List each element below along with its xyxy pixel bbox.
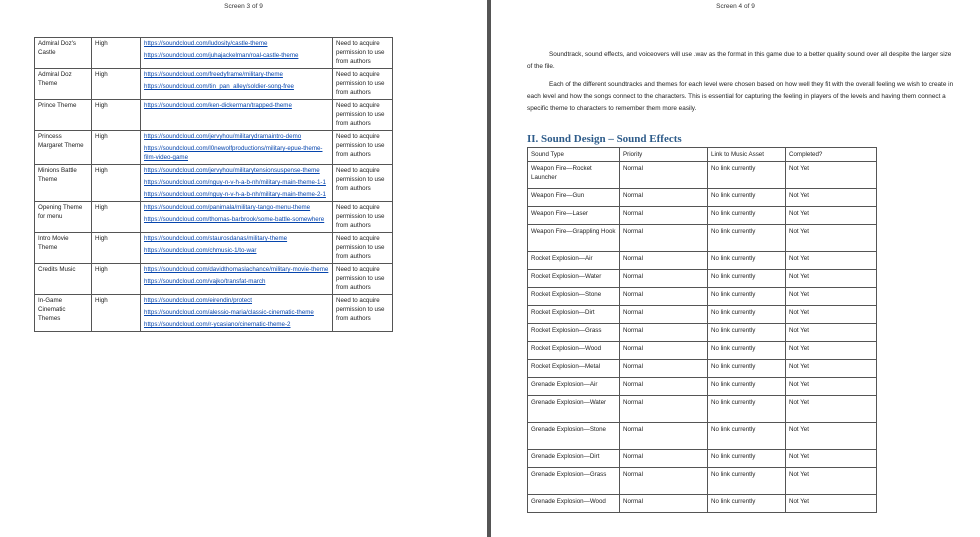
status-cell: Need to acquire permission to use from authors [333,69,393,100]
priority-cell: High [92,233,141,264]
link-cell: No link currently [708,468,786,495]
link-line [144,101,329,110]
sound-type-cell: Rocket Explosion—Grass [528,324,620,342]
soundcloud-link[interactable]: https://soundcloud.com/jervyhou/militarytensionsuspense-theme [144,167,320,174]
priority-cell: High [92,131,141,165]
header-sound-type: Sound Type [528,148,620,162]
links-cell [141,38,333,69]
completed-cell: Not Yet [786,288,877,306]
link-cell: No link currently [708,342,786,360]
screen-label: Screen 3 of 9 [224,3,263,10]
completed-cell: Not Yet [786,396,877,423]
table-row [528,288,877,306]
links-cell [141,202,333,233]
soundcloud-link[interactable]: https://soundcloud.com/davidthomaslachance/military-movie-theme [144,266,329,273]
table-row [528,306,877,324]
sound-type-cell: Rocket Explosion—Water [528,270,620,288]
link-line [144,144,329,162]
table-row [35,264,393,295]
table-row [528,495,877,513]
sound-type-cell: Rocket Explosion—Wood [528,342,620,360]
asset-name-cell: Princess Margaret Theme [35,131,92,165]
soundcloud-link[interactable]: https://soundcloud.com/r-ycasiano/cinematic-theme-2 [144,321,291,328]
completed-cell: Not Yet [786,270,877,288]
link-cell: No link currently [708,288,786,306]
soundcloud-link[interactable]: https://soundcloud.com/panimala/military-tango-menu-theme [144,204,311,211]
table-row [528,423,877,450]
screen-label: Screen 4 of 9 [716,3,755,10]
sound-type-cell: Weapon Fire—Grappling Hook [528,225,620,252]
priority-cell: Normal [620,306,708,324]
table-row [35,100,393,131]
priority-cell: Normal [620,288,708,306]
link-cell: No link currently [708,207,786,225]
link-cell: No link currently [708,396,786,423]
sound-type-cell: Grenade Explosion—Air [528,378,620,396]
link-line [144,234,329,243]
table-row [35,233,393,264]
links-cell [141,264,333,295]
completed-cell: Not Yet [786,324,877,342]
table-row [528,225,877,252]
completed-cell: Not Yet [786,423,877,450]
table-row [528,252,877,270]
status-cell: Need to acquire permission to use from authors [333,202,393,233]
completed-cell: Not Yet [786,252,877,270]
link-line [144,246,329,255]
header-completed: Completed? [786,148,877,162]
link-cell: No link currently [708,495,786,513]
completed-cell: Not Yet [786,306,877,324]
links-cell [141,131,333,165]
completed-cell: Not Yet [786,207,877,225]
table-row [35,165,393,202]
table-row [35,131,393,165]
sound-type-cell: Grenade Explosion—Water [528,396,620,423]
sound-type-cell: Rocket Explosion—Dirt [528,306,620,324]
completed-cell: Not Yet [786,162,877,189]
asset-name-cell: Opening Theme for menu [35,202,92,233]
completed-cell: Not Yet [786,189,877,207]
link-line [144,277,329,286]
priority-cell: High [92,202,141,233]
table-row [528,162,877,189]
priority-cell: High [92,69,141,100]
section-heading: II. Sound Design – Sound Effects [527,133,682,145]
link-cell: No link currently [708,360,786,378]
link-line [144,39,329,48]
paragraph [527,79,957,115]
sound-type-cell: Weapon Fire—Gun [528,189,620,207]
links-cell [141,295,333,332]
sound-effects-table [527,147,877,513]
soundcloud-link[interactable]: https://soundcloud.com/ludosity/castle-theme [144,40,268,47]
priority-cell: Normal [620,324,708,342]
soundcloud-link[interactable]: https://soundcloud.com/thomas-barbrook/some-battle-somewhere [144,216,325,223]
priority-cell: High [92,295,141,332]
header-link: Link to Music Asset [708,148,786,162]
status-cell: Need to acquire permission to use from authors [333,38,393,69]
priority-cell: Normal [620,342,708,360]
asset-name-cell: In-Game Cinematic Themes [35,295,92,332]
soundcloud-link[interactable]: https://soundcloud.com/l0newolfproductions/military-epue-theme-film-video-game [144,145,323,161]
completed-cell: Not Yet [786,495,877,513]
link-line [144,265,329,274]
priority-cell: Normal [620,423,708,450]
link-cell: No link currently [708,162,786,189]
link-line [144,203,329,212]
priority-cell: Normal [620,162,708,189]
asset-name-cell: Prince Theme [35,100,92,131]
soundcloud-link[interactable]: https://soundcloud.com/ken-dickerman/trapped-theme [144,102,292,109]
status-cell: Need to acquire permission to use from authors [333,233,393,264]
priority-cell: Normal [620,189,708,207]
paragraph [527,49,957,73]
asset-name-cell: Minions Battle Theme [35,165,92,202]
link-cell: No link currently [708,423,786,450]
soundcloud-link[interactable]: https://soundcloud.com/juhajackelman/roal-castle-theme [144,52,299,59]
priority-cell: High [92,264,141,295]
links-cell [141,69,333,100]
priority-cell: Normal [620,468,708,495]
sound-type-cell: Grenade Explosion—Stone [528,423,620,450]
soundcloud-link[interactable]: https://soundcloud.com/eirendin/protect [144,297,253,304]
link-cell: No link currently [708,270,786,288]
sound-type-cell: Rocket Explosion—Air [528,252,620,270]
priority-cell: High [92,100,141,131]
status-cell: Need to acquire permission to use from authors [333,165,393,202]
priority-cell: Normal [620,252,708,270]
links-cell [141,165,333,202]
completed-cell: Not Yet [786,468,877,495]
soundcloud-link[interactable]: https://soundcloud.com/tin_pan_alley/soldier-song-free [144,83,294,90]
sound-type-cell: Rocket Explosion—Metal [528,360,620,378]
links-cell [141,100,333,131]
link-line [144,166,329,175]
table-row [528,396,877,423]
completed-cell: Not Yet [786,225,877,252]
table-row [35,69,393,100]
link-line [144,82,329,91]
table-row [35,38,393,69]
soundcloud-link[interactable]: https://soundcloud.com/nguy-n-v-h-a-b-nh/military-main-theme-1-1 [144,179,326,186]
status-cell: Need to acquire permission to use from authors [333,100,393,131]
table-row [35,295,393,332]
link-line [144,308,329,317]
link-line [144,190,329,199]
music-assets-table [34,37,393,332]
table-header-row [528,148,877,162]
link-cell: No link currently [708,450,786,468]
page-screen-4 [491,0,980,537]
completed-cell: Not Yet [786,360,877,378]
link-line [144,320,329,329]
soundcloud-link[interactable]: https://soundcloud.com/alessio-maria/classic-cinematic-theme [144,309,314,316]
table-row [528,360,877,378]
link-cell: No link currently [708,225,786,252]
table-row [528,378,877,396]
priority-cell: Normal [620,495,708,513]
soundcloud-link[interactable]: https://soundcloud.com/nguy-n-v-h-a-b-nh/military-main-theme-2-1 [144,191,326,198]
status-cell: Need to acquire permission to use from authors [333,295,393,332]
priority-cell: High [92,165,141,202]
sound-type-cell: Rocket Explosion—Stone [528,288,620,306]
link-cell: No link currently [708,324,786,342]
link-cell: No link currently [708,306,786,324]
priority-cell: Normal [620,450,708,468]
header-priority: Priority [620,148,708,162]
paragraph-text: Soundtrack, sound effects, and voiceovers will use .wav as the format in this game due to a better quality sound over all despite the larger size of the file. [527,51,952,70]
link-cell: No link currently [708,252,786,270]
priority-cell: Normal [620,378,708,396]
paragraph-text: Each of the different soundtracks and themes for each level were chosen based on how well they fit with the overall feeling we wish to create in each level and how the songs connect to the characters. This is essential for capturing the feeling in players of the levels and having them connect a specific theme to characters to remember them more easily. [527,81,954,112]
sound-type-cell: Weapon Fire—Rocket Launcher [528,162,620,189]
sound-type-cell: Grenade Explosion—Dirt [528,450,620,468]
soundcloud-link[interactable]: https://soundcloud.com/freedyframe/military-theme [144,71,283,78]
status-cell: Need to acquire permission to use from authors [333,264,393,295]
soundcloud-link[interactable]: https://soundcloud.com/staurosdanas/military-theme [144,235,288,242]
priority-cell: Normal [620,360,708,378]
soundcloud-link[interactable]: https://soundcloud.com/jervyhou/militarydramaintro-demo [144,133,302,140]
completed-cell: Not Yet [786,378,877,396]
completed-cell: Not Yet [786,342,877,360]
table-row [528,450,877,468]
priority-cell: High [92,38,141,69]
asset-name-cell: Admiral Doz's Castle [35,38,92,69]
priority-cell: Normal [620,396,708,423]
table-row [528,270,877,288]
asset-name-cell: Admiral Doz Theme [35,69,92,100]
sound-type-cell: Weapon Fire—Laser [528,207,620,225]
links-cell [141,233,333,264]
asset-name-cell: Credits Music [35,264,92,295]
sound-type-cell: Grenade Explosion—Wood [528,495,620,513]
asset-name-cell: Intro Movie Theme [35,233,92,264]
sound-type-cell: Grenade Explosion—Grass [528,468,620,495]
table-row [528,324,877,342]
soundcloud-link[interactable]: https://soundcloud.com/vajko/transfat-march [144,278,266,285]
link-cell: No link currently [708,189,786,207]
link-line [144,178,329,187]
priority-cell: Normal [620,270,708,288]
soundcloud-link[interactable]: https://soundcloud.com/chmusic-1/to-war [144,247,257,254]
table-row [528,189,877,207]
link-line [144,215,329,224]
table-row [528,468,877,495]
link-cell: No link currently [708,378,786,396]
link-line [144,51,329,60]
table-row [528,207,877,225]
status-cell: Need to acquire permission to use from authors [333,131,393,165]
table-row [35,202,393,233]
table-row [528,342,877,360]
link-line [144,70,329,79]
completed-cell: Not Yet [786,450,877,468]
link-line [144,296,329,305]
page-screen-3 [0,0,487,537]
priority-cell: Normal [620,207,708,225]
priority-cell: Normal [620,225,708,252]
link-line [144,132,329,141]
